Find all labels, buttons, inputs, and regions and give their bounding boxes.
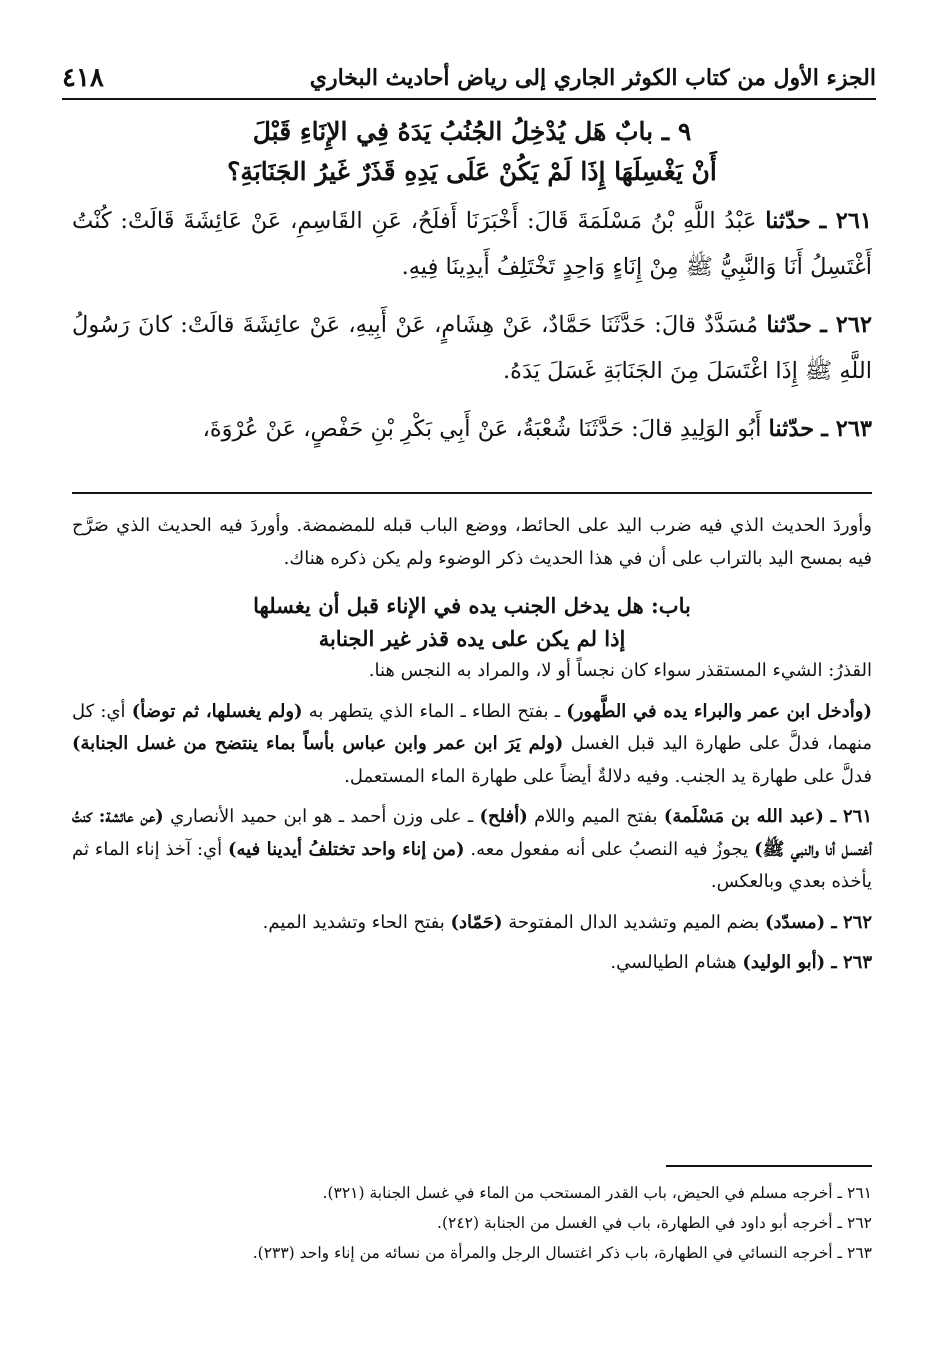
explanation-text: هشام الطيالسي. [610,952,743,973]
section-divider [72,492,872,494]
commentary-heading-line-1: باب: هل يدخل الجنب يده في الإناء قبل أن يغسلها [253,593,691,618]
explanation-text: ـ بفتح الطاء ـ الماء الذي يتطهر به [302,700,567,722]
quoted-text: (من إناء واحد تختلفُ أيدينا فيه) [228,838,465,860]
commentary-paragraph-263 [72,947,872,980]
hadith-number: ٢٦٣ ـ [821,416,872,442]
explanation-text: يجوزُ فيه النصبُ على أنه مفعول معه. [464,838,755,860]
quoted-text: (حَمّاد) [450,911,503,933]
hadith-text: مُسَدَّدٌ قالَ: حَدَّثَنَا حَمَّادٌ، عَنْ هِشَامٍ، عَنْ أَبِيهِ، عَنْ عائِشَةَ قالَتْ: كانَ رَسُولُ اللَّهِ ﷺ إِذَا اغْتَسَلَ مِنَ الجَنَابَةِ غَسَلَ يَدَهُ. [72,312,872,384]
hadith-intro: حدّثنا [768,416,815,442]
commentary-paragraph-262 [72,907,872,940]
chapter-title-line-2: أَنْ يَغْسِلَهَا إِذَا لَمْ يَكُنْ عَلَى يَدِهِ قَذَرٌ غَيرُ الجَنَابَةِ؟ [227,157,717,186]
footnote-262: ٢٦٢ ـ أخرجه أبو داود في الطهارة، باب في الغسل من الجنابة (٢٤٢). [437,1214,872,1232]
commentary [72,510,872,980]
explanation-text: ـ على وزن أحمد ـ هو ابن حميد الأنصاري [163,806,480,827]
hadith-intro: حدّثنا [765,208,811,234]
commentary-paragraph-261 [72,801,872,899]
hadith-number: ٢٦٢ ـ [820,312,873,338]
quoted-text: ٢٦٣ ـ (أبو الوليد) [742,952,872,973]
quoted-text: (ولم يَرَ ابن عمر وابن عباس بأساً بماء ينتضح من غسل الجنابة) [72,733,564,754]
page-number: ٤١٨ [62,63,104,93]
footnotes [72,1178,872,1268]
footnote-263: ٢٦٣ ـ أخرجه النسائي في الطهارة، باب ذكر اغتسال الرجل والمرأة من نسائه من إناء واحد (٢٣٣). [252,1244,872,1262]
explanation-text: بفتح الحاء وتشديد الميم. [262,911,451,933]
explanation-text: فدلَّ على طهارة يد الجنب. وفيه دلالةٌ أيضاً على طهارة الماء المستعمل. [344,765,872,787]
hadith-261 [72,198,872,290]
quoted-text: (ولم يغسلها، ثم توضأ) [131,700,303,722]
main-text [72,112,872,452]
quoted-text: (وأدخل ابن عمر والبراء يده في الطَّهور) [566,700,873,722]
commentary-intro: وأوردَ الحديث الذي فيه ضرب اليد على الحائط، ووضع الباب قبله للمضمضة. وأوردَ فيه الحديث الذي صَرَّح فيه بمسح اليد بالتراب على أن في هذا الحديث ذكر الوضوء ولم يكن ذكره هناك. [72,515,872,569]
hadith-number: ٢٦١ ـ [819,208,872,234]
running-header [62,58,876,100]
footnote-261: ٢٦١ ـ أخرجه مسلم في الحيض، باب القدر المستحب من الماء في غسل الجنابة (٣٢١). [322,1184,872,1202]
explanation-text: أي: آخذ إناء الماء ثم يأخذه بعدي وبالعكس. [72,838,872,892]
commentary-paragraph-athar [72,696,872,794]
hadith-262 [72,302,872,394]
running-title: الجزء الأول من كتاب الكوثر الجاري إلى رياض أحاديث البخاري [309,65,876,91]
chapter-title-line-1: ٩ ـ بابٌ هَل يُدْخِلُ الجُنُبُ يَدَهُ فِي الإِنَاءِ قَبْلَ [252,117,692,146]
hadith-263 [72,406,872,452]
quoted-text: ٢٦٢ ـ (مسدّد) [764,911,872,933]
hadith-intro: حدّثنا [766,312,812,338]
explanation-text: بضم الميم وتشديد الدال المفتوحة [502,911,765,933]
qadhar-definition: القذرُ: الشيء المستقذر سواء كان نجساً أو لا، والمراد به النجس هنا. [368,660,872,681]
hadith-text: أَبُو الوَلِيدِ قالَ: حَدَّثَنَا شُعْبَةُ، عَنْ أَبِي بَكْرِ بْنِ حَفْصٍ، عَنْ عُرْوَةَ، [202,416,762,442]
commentary-heading-line-2: إذا لم يكن على يده قذر غير الجنابة [318,626,626,651]
quoted-text: (أفلح) [479,806,528,827]
quoted-text: ٢٦١ ـ (عبد الله بن مَسْلَمة) [663,806,873,827]
explanation-text: أي: كل منهما، فدلَّ على طهارة اليد قبل الغسل [72,700,872,754]
quoted-text: (عن عائشة: كنتُ أغتسل أنا والنبي ﷺ) [72,806,872,860]
footnote-divider [666,1165,872,1167]
explanation-text: بفتح الميم واللام [527,806,664,827]
hadith-text: عَبْدُ اللَّهِ بْنُ مَسْلَمَةَ قَالَ: أَخْبَرَنَا أَفلَحُ، عَنِ القَاسِمِ، عَنْ عَائِشَةَ قَالَتْ: كُنْتُ أَغْتَسِلُ أَنَا وَالنَّبِيُّ ﷺ مِنْ إِنَاءٍ وَاحِدٍ تَخْتَلِفُ أَيدِينَا فِيهِ. [72,208,872,280]
